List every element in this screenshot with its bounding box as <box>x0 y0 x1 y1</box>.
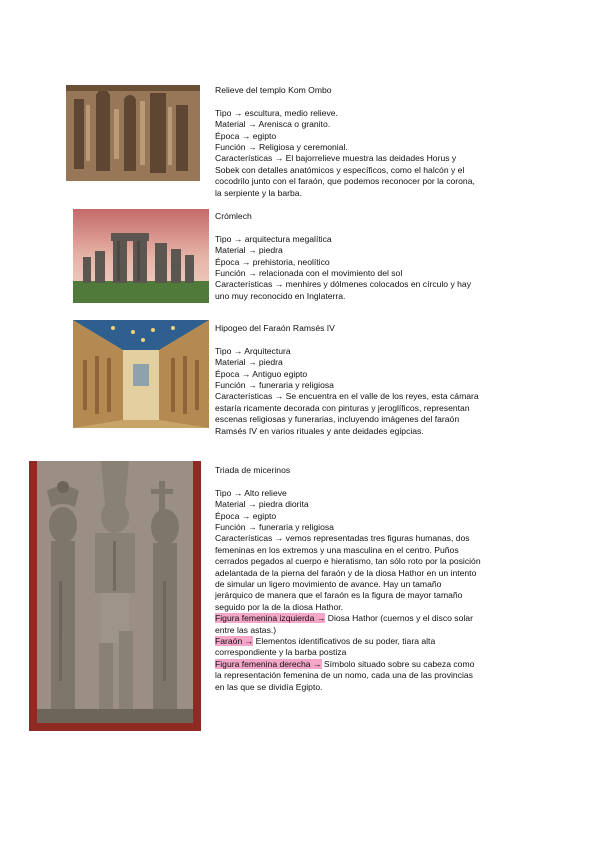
cromlech-line: Características → menhires y dólmenes colocados en círculo y hay <box>215 279 472 290</box>
cromlech-line: Función → relacionada con el movimiento del sol <box>215 268 403 279</box>
note-pharaoh-text: Elementos identificativos de su poder, tiara alta <box>255 636 436 647</box>
mycerinus-triad-line: femeninas en los extremos y una masculina en el centro. Puños <box>215 544 459 555</box>
note-right-figure-line: la representación femenina de un nomo, cada una de las provincias <box>215 670 473 681</box>
note-right-figure-text: Símbolo situado sobre su cabeza como <box>323 658 475 669</box>
kom-ombo-line: Tipo → escultura, medio relieve. <box>215 107 338 118</box>
ramses-tomb-line: Función → funeraria y religiosa <box>215 380 334 391</box>
kom-ombo-line: cocodrilo junto con el faraón, que podemos reconocer por la corona, <box>215 176 475 187</box>
note-pharaoh-label: Faraón → <box>215 636 254 647</box>
mycerinus-triad-line: Tipo → Alto relieve <box>215 487 287 498</box>
ramses-tomb-line: Época → Antiguo egipto <box>215 368 308 379</box>
mycerinus-triad-title: Triada de micerinos <box>215 465 291 475</box>
ramses-tomb-line: escenas religiosas y funerarias, incluyendo imágenes del faraón <box>215 414 460 425</box>
kom-ombo-line: Época → egipto <box>215 130 277 141</box>
kom-ombo-line: Sobek con detalles anatómicos y específicos, como el halcón y el <box>215 164 465 175</box>
mycerinus-triad-line: jerárquico de manera que el faraón es la figura de mayor tamaño <box>215 590 463 601</box>
ramses-tomb-image <box>73 320 209 428</box>
cromlech-image <box>73 209 209 303</box>
kom-ombo-title: Relieve del templo Kom Ombo <box>215 85 332 95</box>
note-right-figure-line: en las que se dividía Egipto. <box>215 681 323 692</box>
mycerinus-triad-line: cerrados pegados al cuerpo e hieratismo, tan sólo roto por la posición <box>215 556 481 567</box>
mycerinus-triad-line: adelantada de la pierna del faraón y de la diosa Hathor en un intento <box>215 567 477 578</box>
ramses-tomb-line: Características → Se encuentra en el valle de los reyes, esta cámara <box>215 391 479 402</box>
cromlech-line: Tipo → arquitectura megalítica <box>215 233 332 244</box>
cromlech-line: uno muy reconocido en Inglaterra. <box>215 290 346 301</box>
note-left-figure-text: Diosa Hathor (cuernos y el disco solar <box>327 613 473 624</box>
mycerinus-triad-line: de simular un ligero movimiento de avance. Hay un tamaño <box>215 579 442 590</box>
cromlech-line: Época → prehistoria, neolítico <box>215 256 330 267</box>
ramses-tomb-title: Hipogeo del Faraón Ramsés IV <box>215 323 335 333</box>
note-right-figure-label: Figura femenina derecha → <box>215 658 322 669</box>
mycerinus-triad-line: Época → egipto <box>215 510 277 521</box>
kom-ombo-text <box>215 85 555 199</box>
note-left-figure-label: Figura femenina izquierda → <box>215 613 326 624</box>
cromlech-title: Crómlech <box>215 211 252 221</box>
note-left-figure-line: entre las astas.) <box>215 624 277 635</box>
ramses-tomb-line: estaría ricamente decorada con pinturas y jeroglíficos, representan <box>215 402 470 413</box>
note-right-figure <box>215 659 560 670</box>
note-pharaoh <box>215 636 560 647</box>
mycerinus-triad-line: Función → funeraria y religiosa <box>215 522 334 533</box>
mycerinus-triad-line: Características → vemos representadas tres figuras humanas, dos <box>215 533 470 544</box>
ramses-tomb-line: Tipo → Arquitectura <box>215 345 291 356</box>
mycerinus-triad-line: Material → piedra diorita <box>215 499 309 510</box>
kom-ombo-relief-image <box>66 85 200 181</box>
cromlech-text <box>215 211 555 302</box>
ramses-tomb-line: Ramsés IV en varios rituales y ante deidades egipcias. <box>215 425 424 436</box>
kom-ombo-line: la serpiente y la barba. <box>215 187 302 198</box>
ramses-tomb-text <box>215 323 555 437</box>
kom-ombo-line: Características → El bajorrelieve muestra las deidades Horus y <box>215 153 457 164</box>
kom-ombo-line: Función → Religiosa y ceremonial. <box>215 142 348 153</box>
note-pharaoh-line: correspondiente y la barba postiza <box>215 647 347 658</box>
mycerinus-triad-text <box>215 465 560 693</box>
ramses-tomb-line: Material → piedra <box>215 357 283 368</box>
note-left-figure <box>215 613 560 624</box>
kom-ombo-line: Material → Arenisca o granito. <box>215 119 331 130</box>
mycerinus-triad-line: seguido por la de la diosa Hathor. <box>215 601 344 612</box>
cromlech-line: Material → piedra <box>215 245 283 256</box>
mycerinus-triad-image <box>29 461 201 731</box>
